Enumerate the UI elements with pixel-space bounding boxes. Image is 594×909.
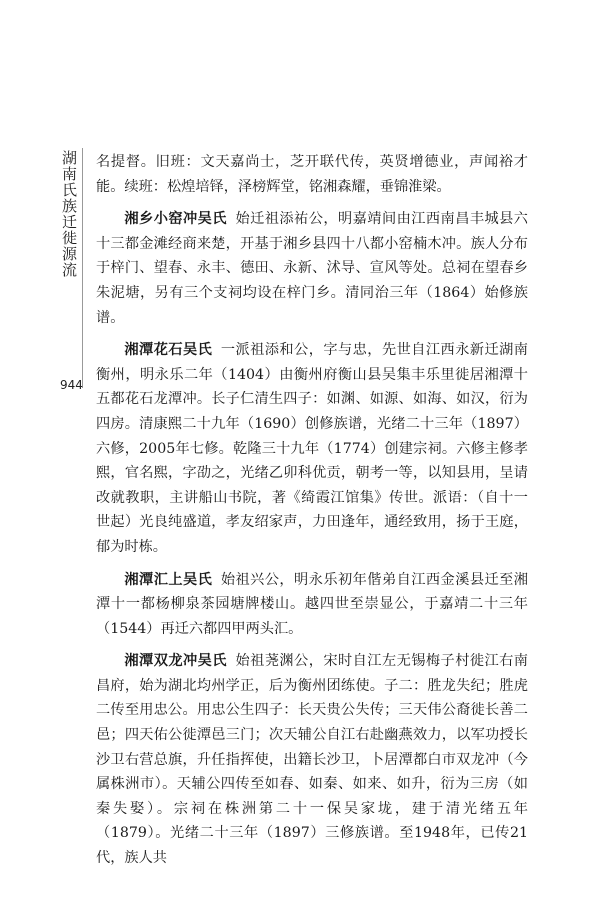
clan-entry-xiangtan-huashi [96,338,528,559]
clan-entry-xiangtan-huishang [96,568,528,642]
book-title: 湖南氏族迁徙源流 [60,150,78,278]
sidebar-divider [82,148,83,388]
clan-entry-xiangxiang-xiaoyaochong [96,207,528,330]
clan-entry-xiangtan-shuanglongchong [96,649,528,870]
entry-title: 湘乡小窑冲吴氏 [124,211,227,228]
entry-body: 始迁祖添祐公，明嘉靖间由江西南昌丰城县六十三都金滩经商来楚，开基于湘乡县四十八都小窑楠木冲。族人分布于梓门、望春、永丰、德田、永新、沭导、宣风等处。总祠在望春乡朱泥塘，另有三个支祠均设在梓门乡。清同治三年（1864）始修族谱。 [96,211,528,326]
main-text [96,150,528,871]
entry-body: 始祖兴公，明永乐初年偕弟自江西金溪县迁至湘潭十一都杨柳泉茶园塘牌楼山。越四世至崇显公，于嘉靖二十三年（1544）再迁六都四甲两头汇。 [96,571,528,637]
entry-body: 一派祖添和公，字与忠，先世自江西永新迁湖南衡州，明永乐二年（1404）由衡州府衡山县吴集丰乐里徙居湘潭十五都花石龙潭冲。长子仁清生四子：如渊、如源、如海、如汉，衍为四房。清康熙二十九年（1690）创修族谱，光绪二十三年（1897）六修，2005年七修。乾隆三十九年（1774）创建宗祠。六修主修孝熙，官名熙，字劭之，光绪乙卯科优贡，朝考一等，以知县用，呈请改就教职，主讲船山书院，著《绮霞江馆集》传世。派语：（自十一世起）光良纯盛道，孝友绍家声，力田逢年，通经致用，扬于王庭，郁为时栋。 [96,342,528,555]
entry-title: 湘潭汇上吴氏 [124,571,213,588]
page-number: 944 [60,378,83,392]
entry-body: 始祖荛渊公，宋时自江左无锡梅子村徙江右南昌府，始为湖北均州学正，后为衡州团练使。子二：胜龙失纪；胜虎二传至用忠公。用忠公生四子：长天贵公失传；三天伟公裔徙长善二邑；四天佑公徙潭邑三门；次天辅公自江右赴幽燕效力，以军功授长沙卫右营总旗，升任指挥使，出籍长沙卫，卜居潭都白市双龙冲（今属株洲市）。天辅公四传至如春、如秦、如来、如升，衍为三房（如秦失娶）。宗祠在株洲第二十一保吴家垅，建于清光绪五年（1879）。光绪二十三年（1897）三修族谱。至1948年，已传21代，族人共 [96,653,528,867]
entry-title: 湘潭花石吴氏 [124,342,213,359]
intro-paragraph: 名提督。旧班：文天嘉尚士，芝开联代传，英贤增德业，声闻裕才能。续班：松煌培铎，泽榜辉堂，铭湘森耀，垂锦淮梁。 [96,154,528,195]
entry-title: 湘潭双龙冲吴氏 [124,653,227,670]
